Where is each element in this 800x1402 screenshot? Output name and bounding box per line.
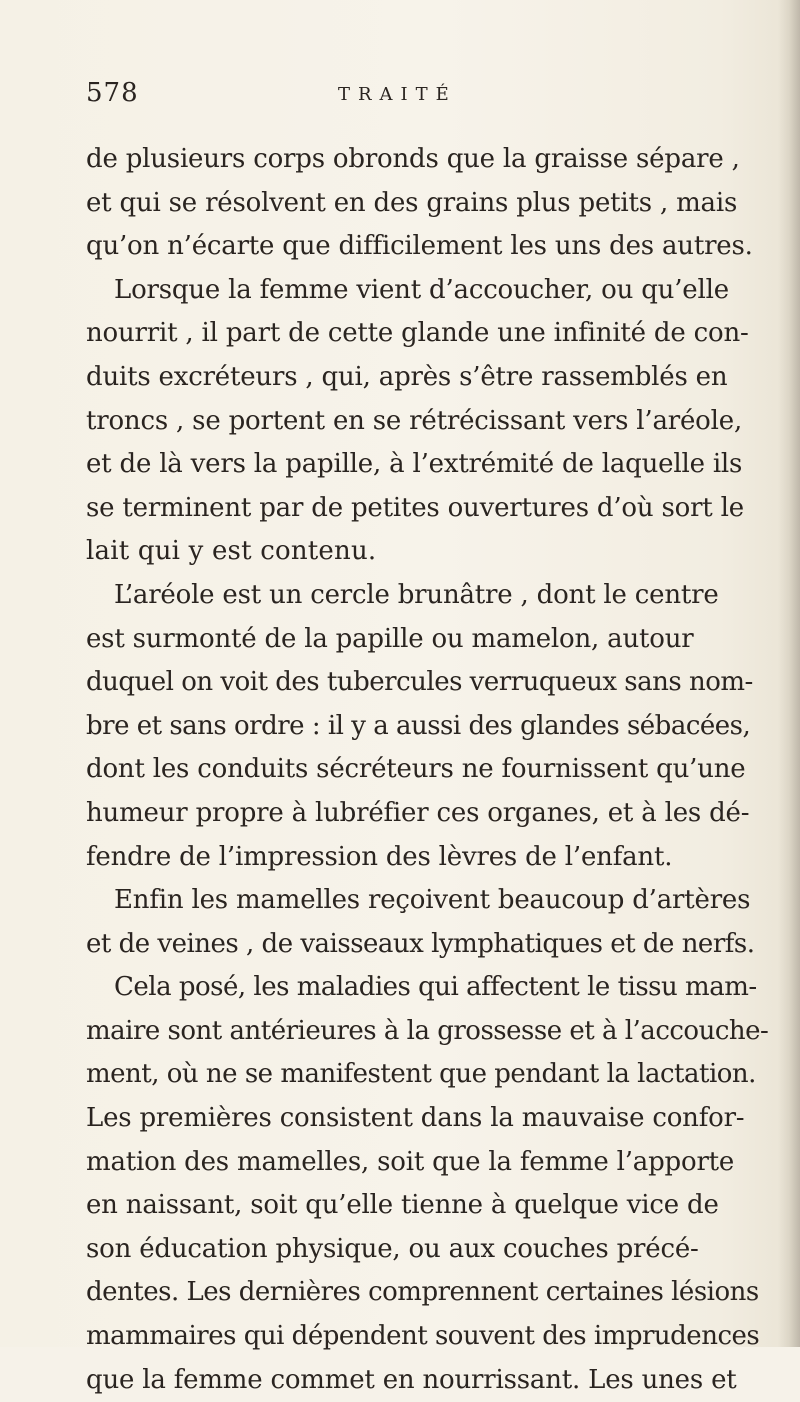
page-number: 578	[86, 78, 139, 108]
text-line: Cela posé, les maladies qui affectent le tissu mam-	[114, 972, 757, 1003]
text-line: Les premières consistent dans la mauvaise confor-	[86, 1103, 745, 1134]
text-line: qu’on n’écarte que difficilement les uns des autres.	[86, 231, 753, 262]
text-line: est surmonté de la papille ou mamelon, autour	[86, 623, 694, 654]
text-line: nourrit , il part de cette glande une infinité de con-	[86, 318, 749, 349]
text-line: se terminent par de petites ouvertures d’où sort le	[86, 492, 744, 523]
text-line: dentes. Les dernières comprennent certaines lésions	[86, 1277, 759, 1308]
text-line: et de là vers la papille, à l’extrémité de laquelle ils	[86, 449, 743, 480]
text-line: Lorsque la femme vient d’accoucher, ou qu’elle	[114, 274, 729, 305]
text-line: bre et sans ordre : il y a aussi des glandes sébacées,	[86, 710, 751, 741]
page-edge-shadow	[778, 0, 800, 1347]
text-line: duquel on voit des tubercules verruqueux sans nom-	[86, 667, 753, 698]
text-line: et qui se résolvent en des grains plus petits , mais	[86, 187, 738, 218]
text-line: mammaires qui dépendent souvent des imprudences	[86, 1321, 760, 1352]
text-line: mation des mamelles, soit que la femme l’apporte	[86, 1146, 735, 1177]
text-line: en naissant, soit qu’elle tienne à quelque vice de	[86, 1190, 719, 1221]
text-line: Enfin les mamelles reçoivent beaucoup d’artères	[114, 885, 751, 916]
text-line: de plusieurs corps obronds que la graisse sépare ,	[86, 144, 740, 174]
text-line: et de veines , de vaisseaux lymphatiques et de nerfs.	[86, 928, 755, 959]
text-line: L’aréole est un cercle brunâtre , dont le centre	[114, 579, 719, 610]
text-line: lait qui y est contenu.	[86, 536, 377, 567]
text-line: maire sont antérieures à la grossesse et à l’accouche-	[86, 1015, 769, 1046]
text-line: troncs , se portent en se rétrécissant vers l’aréole,	[86, 405, 743, 436]
text-line: dont les conduits sécréteurs ne fournissent qu’une	[86, 754, 746, 785]
body-text	[86, 138, 776, 1402]
text-line: humeur propre à lubréfier ces organes, et à les dé-	[86, 797, 750, 828]
text-line: fendre de l’impression des lèvres de l’enfant.	[86, 841, 673, 872]
running-head: TRAITÉ	[338, 84, 457, 105]
text-line: que la femme commet en nourrissant. Les unes et	[86, 1364, 737, 1395]
text-line: duits excréteurs , qui, après s’être rassemblés en	[86, 361, 728, 392]
page-header	[86, 78, 726, 114]
text-line: ment, où ne se manifestent que pendant la lactation.	[86, 1059, 756, 1090]
text-line: son éducation physique, ou aux couches précé-	[86, 1233, 699, 1264]
